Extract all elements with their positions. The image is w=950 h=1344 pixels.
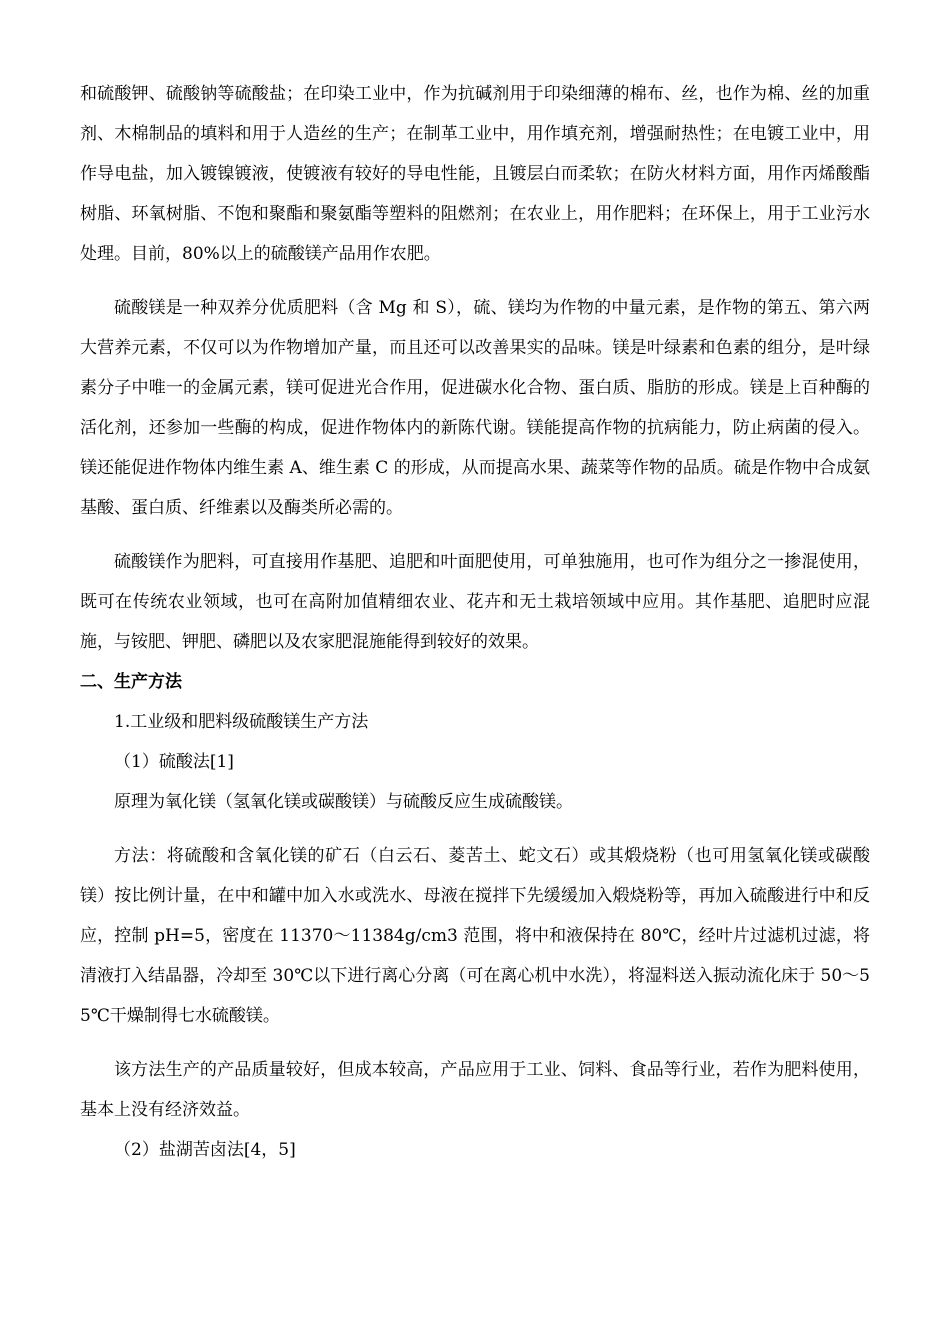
method-item-sulfuric-acid: （1）硫酸法[1] <box>114 752 234 772</box>
paragraph-fertilizer-use: 硫酸镁作为肥料，可直接用作基肥、追肥和叶面肥使用，可单独施用，也可作为组分之一掺混使用，既可在传统农业领域，也可在高附加值精细农业、花卉和无土栽培领域中应用。其作基肥、追肥时应混施，与铵肥、钾肥、磷肥以及农家肥混施能得到较好的效果。 <box>80 552 870 652</box>
paragraph-method: 方法：将硫酸和含氧化镁的矿石（白云石、菱苦土、蛇文石）或其煅烧粉（也可用氢氧化镁或碳酸镁）按比例计量，在中和罐中加入水或洗水、母液在搅拌下先缓缓加入煅烧粉等，再加入硫酸进行中和反应，控制 pH=5，密度在 11370～11384g/cm3 范围，将中和液保持在 80℃，经叶片过滤机过滤，将清液打入结晶器，冷却至 30℃以下进行离心分离（可在离心机中水洗），将湿料送入振动流化床于 50～55℃干燥制得七水硫酸镁。 <box>80 846 870 1026</box>
paragraph-evaluation: 该方法生产的产品质量较好，但成本较高，产品应用于工业、饲料、食品等行业，若作为肥料使用，基本上没有经济效益。 <box>80 1060 870 1120</box>
method-item-brine: （2）盐湖苦卤法[4，5] <box>114 1140 296 1160</box>
document-page <box>80 0 870 1170</box>
subsection-title: 1.工业级和肥料级硫酸镁生产方法 <box>114 712 369 732</box>
section-heading-production: 二、生产方法 <box>80 672 182 692</box>
paragraph-uses: 和硫酸钾、硫酸钠等硫酸盐；在印染工业中，作为抗碱剂用于印染细薄的棉布、丝，也作为棉、丝的加重剂、木棉制品的填料和用于人造丝的生产；在制革工业中，用作填充剂，增强耐热性；在电镀工业中，用作导电盐，加入镀镍镀液，使镀液有较好的导电性能，且镀层白而柔软；在防火材料方面，用作丙烯酸酯树脂、环氧树脂、不饱和聚酯和聚氨酯等塑料的阻燃剂；在农业上，用作肥料；在环保上，用于工业污水处理。目前，80%以上的硫酸镁产品用作农肥。 <box>80 84 870 264</box>
paragraph-principle: 原理为氧化镁（氢氧化镁或碳酸镁）与硫酸反应生成硫酸镁。 <box>114 792 573 812</box>
paragraph-nutrients: 硫酸镁是一种双养分优质肥料（含 Mg 和 S），硫、镁均为作物的中量元素，是作物的第五、第六两大营养元素，不仅可以为作物增加产量，而且还可以改善果实的品味。镁是叶绿素和色素的组分，是叶绿素分子中唯一的金属元素，镁可促进光合作用，促进碳水化合物、蛋白质、脂肪的形成。镁是上百种酶的活化剂，还参加一些酶的构成，促进作物体内的新陈代谢。镁能提高作物的抗病能力，防止病菌的侵入。镁还能促进作物体内维生素 A、维生素 C 的形成，从而提高水果、蔬菜等作物的品质。硫是作物中合成氨基酸、蛋白质、纤维素以及酶类所必需的。 <box>80 298 870 518</box>
